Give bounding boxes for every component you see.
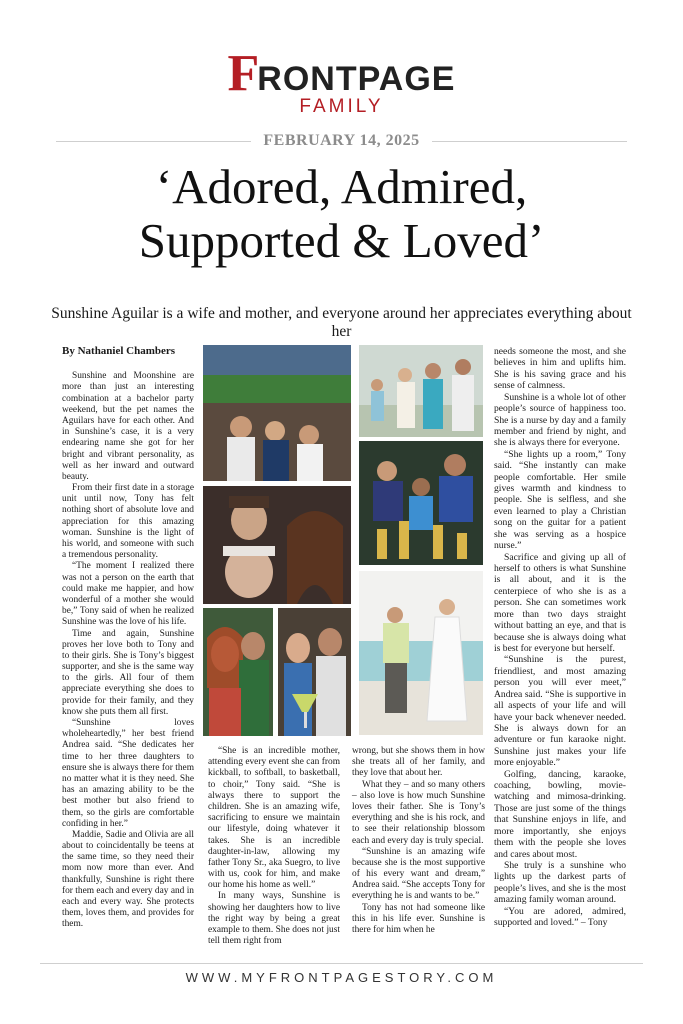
logo-subtitle: FAMILY bbox=[299, 96, 384, 117]
article-column-4 bbox=[494, 346, 626, 929]
logo bbox=[0, 45, 683, 102]
photo-stadium bbox=[203, 345, 351, 481]
dateline-rule-right bbox=[432, 141, 627, 142]
paragraph: From their first date in a storage unit until now, Tony has felt nothing short of absolute love and appreciation for this amazing woman. Sunshine is the light of his world, and someone with such a tremendous personality. bbox=[62, 483, 194, 561]
paragraph: “She lights up a room,” Tony said. “She instantly can make people comfortable. Her smile gives warmth and kindness to people. She is selfless, and she even learned to play a Christian song on the guitar for a patient she was serving as a hospice nurse.” bbox=[494, 448, 626, 552]
subheadline: Sunshine Aguilar is a wife and mother, and everyone around her appreciates everything about her bbox=[51, 305, 632, 340]
photo-margaritas bbox=[278, 608, 351, 736]
paragraph: “The moment I realized there was not a person on the earth that could make me happier, and how wonderful of a mother she would be,” Tony said of when he realized Sunshine was the love of his life. bbox=[62, 561, 194, 628]
footer-rule bbox=[40, 963, 643, 964]
paragraph: “She is an incredible mother, attending every event she can from kickball, to softball, to basketball, to choir,” Tony said. “She is always there to support the children. She is an amazing wife, sacrificing to ensure we maintain our lifestyle, doing whatever it takes. She is an incredible daughter-in-law, allowing my father Tony Sr., aka Suegro, to live with us, cook for him, and make our home his home as well.” bbox=[208, 746, 340, 891]
dateline-rule-left bbox=[56, 141, 251, 142]
paragraph: needs someone the most, and she believes in him and uplifts him. She is his saving grace and his sense of calmness. bbox=[494, 346, 626, 392]
dateline bbox=[56, 131, 627, 151]
paragraph: “Sunshine is the purest, friendliest, and most amazing person you will ever meet,” Andrea said. “She is supportive in all aspects of your life and will have your back whenever needed. She is always down for an adventure or fun karaoke night. Sunshine just makes your life more enjoyable.” bbox=[494, 654, 626, 769]
paragraph: Sunshine is a whole lot of other people’s source of happiness too. She is a nurse by day and a family member and friend by night, and she is always there for everyone. bbox=[494, 391, 626, 449]
photo-trophies bbox=[359, 441, 483, 565]
photo-family-selfie bbox=[203, 486, 351, 604]
paragraph: “Sunshine loves wholeheartedly,” her best friend Andrea said. “She dedicates her time to her three daughters to ensure she is always there for them no matter what it is they need. She has an amazing ability to be the best mother but also friend to them, so the girls are comfortable confiding in her.” bbox=[62, 718, 194, 829]
photo-couple-drinks bbox=[203, 608, 273, 736]
paragraph: Sunshine and Moonshine are more than just an interesting combination at a bachelor party weekend, but the pet names the Aguilars have for each other. And in Sunshine’s case, it is a very endearing name she got for her bright and vibrant personality, as well as her inward and outward beauty. bbox=[62, 371, 194, 482]
article-column-1 bbox=[62, 346, 194, 931]
paragraph: Time and again, Sunshine proves her love both to Tony and to their girls. She is Tony’s biggest supporter, and she is the same way to the girls. All four of them appreciate everything she does to provide for their family, and they know she puts them all first. bbox=[62, 628, 194, 717]
paragraph: She truly is a sunshine who lights up the darkest parts of people’s lives, and she is the most amazing family woman around. bbox=[494, 859, 626, 906]
paragraph: Golfing, dancing, karaoke, coaching, bowling, movie-watching and mimosa-drinking. Those are just some of the things that Sunshine enjoys in life, and more importantly, she enjoys them with the people she loves and cares about most. bbox=[494, 768, 626, 860]
headline-line-1: ‘Adored, Admired, bbox=[155, 159, 528, 214]
logo-initial: F bbox=[227, 45, 260, 102]
footer-url: WWW.MYFRONTPAGESTORY.COM bbox=[185, 970, 498, 985]
paragraph: Sacrifice and giving up all of herself to others is what Sunshine is all about, and it is the centerpiece of who she is as a person. She can sometimes work more than two days straight without batting an eye, and that is because she is always doing what is best for everyone but herself. bbox=[494, 551, 626, 654]
issue-date: FEBRUARY 14, 2025 bbox=[263, 132, 420, 149]
byline: By Nathaniel Chambers bbox=[62, 345, 176, 357]
article-column-2 bbox=[208, 746, 340, 947]
paragraph: “Sunshine is an amazing wife because she is the most supportive of his every want and dream,” Andrea said. “She accepts Tony for everything he is and wants to be.” bbox=[352, 846, 485, 902]
photo-beach-wedding bbox=[359, 571, 483, 735]
photo-wedding-group bbox=[359, 345, 483, 437]
masthead bbox=[0, 45, 683, 118]
paragraph: Maddie, Sadie and Olivia are all about to coincidentally be teens at the same time, so they need their mom now more than ever. And thankfully, Sunshine is right there for them each and every day and in each and every way. She protects them, loves them, and provides for them. bbox=[62, 829, 194, 930]
paragraph: In many ways, Sunshine is showing her daughters how to live the right way by being a great example to them. She does not just tell them right from bbox=[208, 891, 340, 947]
paragraph: wrong, but she shows them in how she treats all of her family, and they love that about her. bbox=[352, 746, 485, 779]
paragraph: What they – and so many others – also love is how much Sunshine loves their father. She is Tony’s everything and she is his rock, and to see their relationship blossom each and every day is truly special. bbox=[352, 779, 485, 846]
paragraph: Tony has not had someone like this in his life ever. Sunshine is there for him when he bbox=[352, 902, 485, 935]
paragraph: “You are adored, admired, supported and loved.” – Tony bbox=[494, 905, 626, 929]
article-column-3 bbox=[352, 746, 485, 936]
logo-word: RONTPAGE bbox=[257, 60, 456, 98]
headline-line-2: Supported & Loved’ bbox=[138, 213, 545, 268]
headline bbox=[40, 160, 643, 268]
